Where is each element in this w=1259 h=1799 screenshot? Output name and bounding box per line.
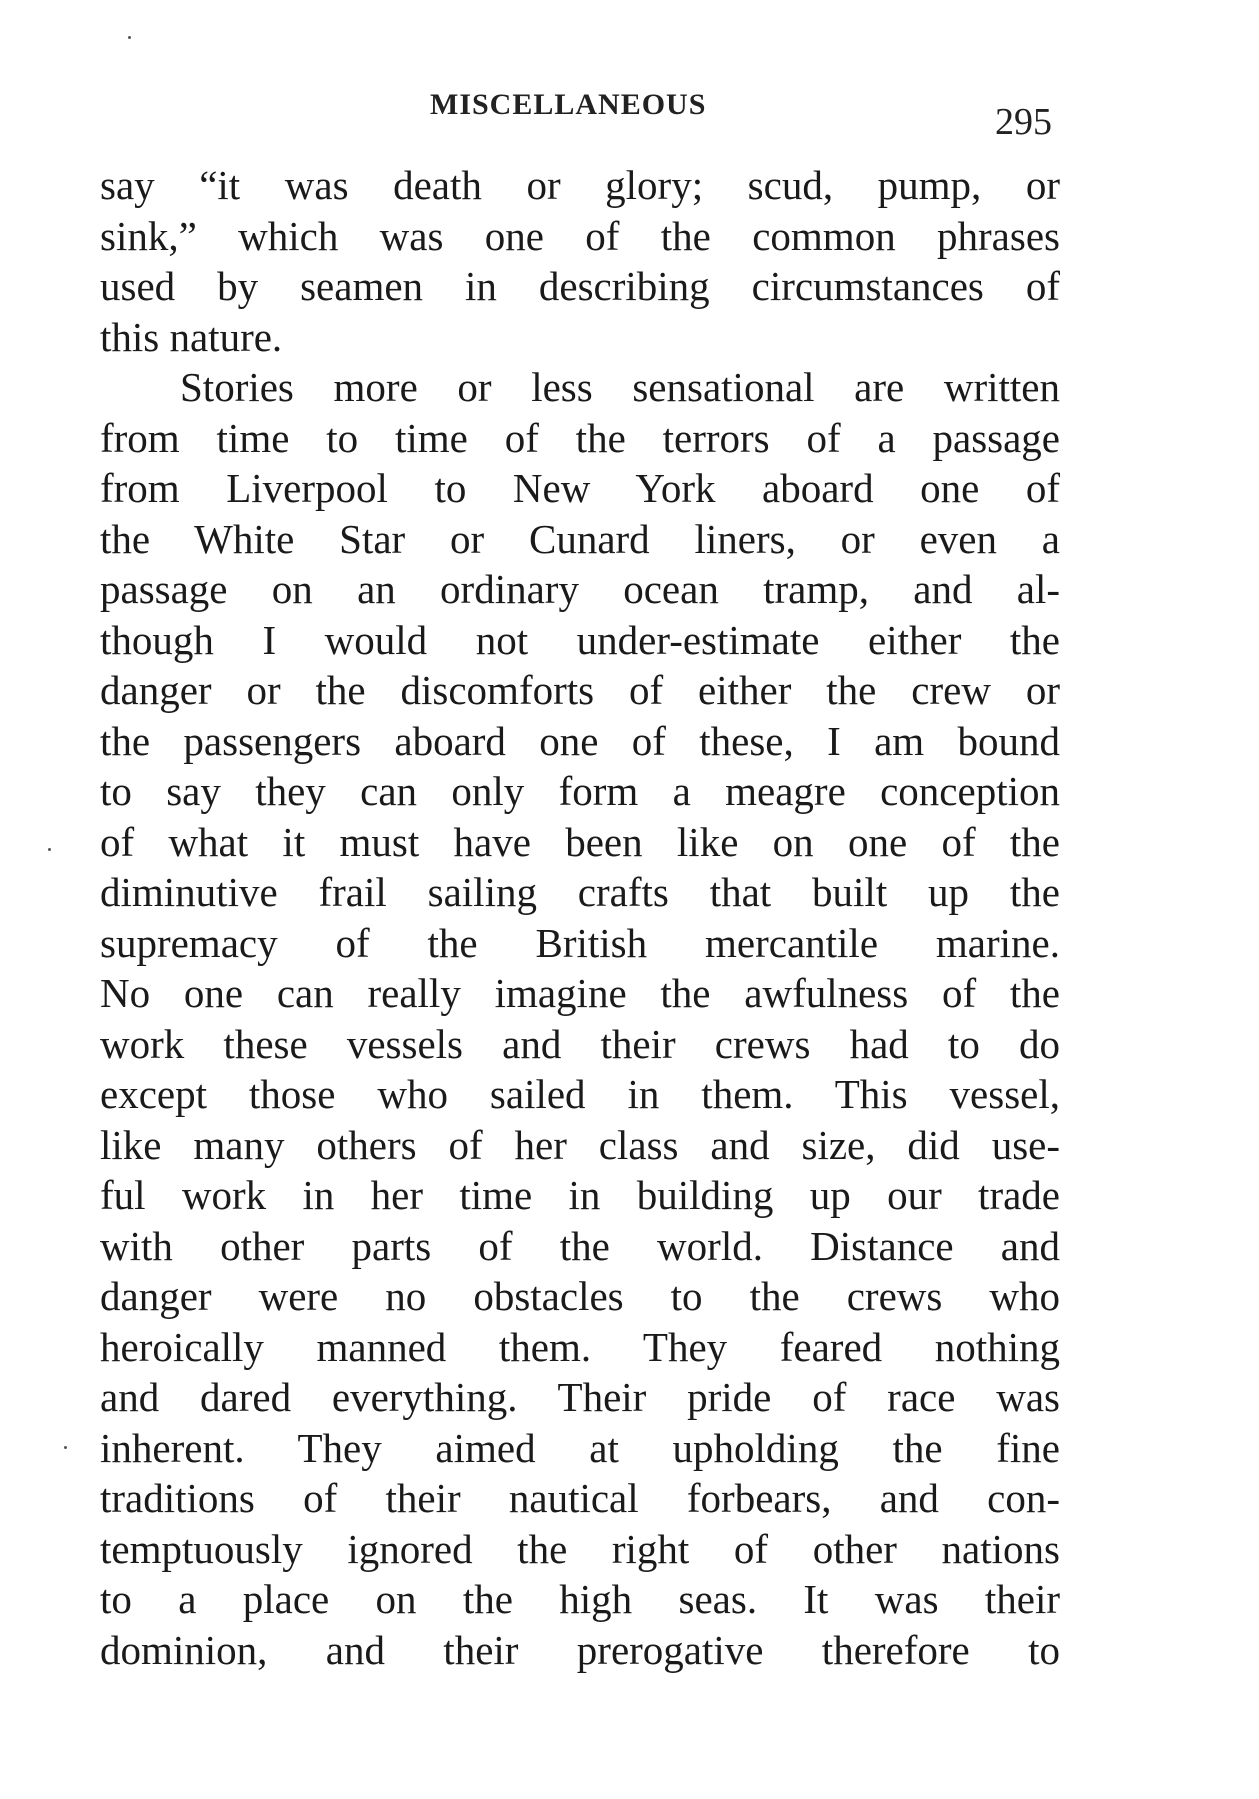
paragraph-first-line: Stories more or less sensational are written <box>180 364 1060 410</box>
text-line: work these vessels and their crews had to do <box>100 1020 1060 1067</box>
text-line: diminutive frail sailing crafts that built up the <box>100 869 1060 915</box>
running-title: MISCELLANEOUS <box>430 88 707 121</box>
text-line: the passengers aboard one of these, I am bound <box>100 717 1060 764</box>
paper-speck <box>128 36 131 39</box>
text-line: the White Star or Cunard liners, or even a <box>100 515 1060 562</box>
text-line: dominion, and their prerogative therefore to <box>100 1626 1060 1673</box>
text-line: this nature. <box>100 313 283 360</box>
text-line: inherent. They aimed at upholding the fine <box>100 1424 1060 1471</box>
text-line: to a place on the high seas. It was their <box>100 1576 1060 1622</box>
body-text <box>100 160 1060 1675</box>
text-line: of what it must have been like on one of the <box>100 818 1060 865</box>
text-line: temptuously ignored the right of other nations <box>100 1525 1060 1572</box>
text-line: danger or the discomforts of either the crew or <box>100 667 1060 713</box>
text-line: passage on an ordinary ocean tramp, and al- <box>100 566 1060 612</box>
text-line: heroically manned them. They feared nothing <box>100 1323 1060 1370</box>
text-line: used by seamen in describing circumstances of <box>100 263 1060 309</box>
text-line: ful work in her time in building up our trade <box>100 1172 1060 1218</box>
text-line: and dared everything. Their pride of race was <box>100 1374 1060 1420</box>
paper-speck <box>64 1446 67 1449</box>
text-line: from Liverpool to New York aboard one of <box>100 465 1060 511</box>
text-line: No one can really imagine the awfulness of the <box>100 970 1060 1016</box>
text-line: danger were no obstacles to the crews who <box>100 1273 1060 1319</box>
paper-speck <box>48 848 51 851</box>
text-line: sink,” which was one of the common phrases <box>100 212 1060 259</box>
page-number: 295 <box>995 101 1052 143</box>
text-line: like many others of her class and size, did use- <box>100 1121 1060 1168</box>
text-line: though I would not under-estimate either the <box>100 616 1060 663</box>
text-line: to say they can only form a meagre conception <box>100 768 1060 814</box>
text-line: supremacy of the British mercantile marine. <box>100 919 1060 966</box>
text-line: from time to time of the terrors of a passage <box>100 414 1060 461</box>
text-line: except those who sailed in them. This vessel, <box>100 1071 1060 1117</box>
text-line: with other parts of the world. Distance and <box>100 1222 1060 1269</box>
text-line: say “it was death or glory; scud, pump, or <box>100 162 1060 208</box>
text-line: traditions of their nautical forbears, and con- <box>100 1475 1060 1521</box>
